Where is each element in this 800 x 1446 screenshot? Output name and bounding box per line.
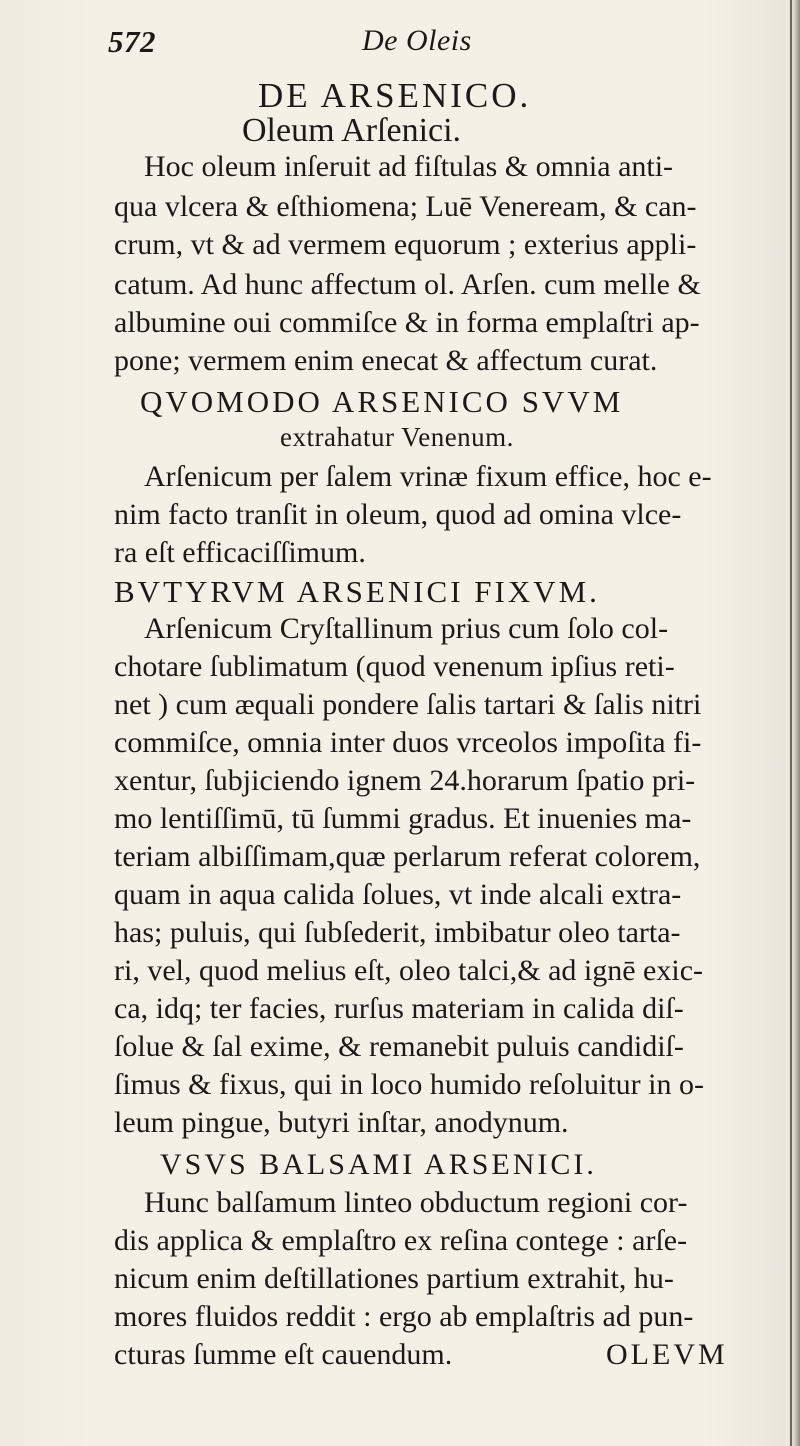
- section-heading: QVOMODO ARSENICO SVVM: [140, 384, 624, 419]
- text-line: teriam albiſſimam,quæ perlarum referat colorem,: [114, 840, 701, 873]
- text-line: crum, vt & ad vermem equorum ; exterius appli-: [114, 228, 697, 261]
- text-line: xentur, ſubjiciendo ignem 24.horarum ſpatio pri-: [114, 764, 696, 797]
- section-subheading: extrahatur Venenum.: [280, 422, 514, 452]
- text-line: cturas ſumme eſt cauendum.: [114, 1338, 453, 1371]
- text-line: pone; vermem enim enecat & affectum curat.: [114, 344, 658, 377]
- text-line: net ) cum æquali pondere ſalis tartari & ſalis nitri: [114, 688, 702, 721]
- text-line: catum. Ad hunc affectum ol. Arſen. cum melle &: [114, 268, 701, 301]
- section-heading: BVTYRVM ARSENICI FIXVM.: [114, 574, 600, 609]
- running-head: De Oleis: [362, 24, 472, 57]
- text-line: Arſenicum per ſalem vrinæ fixum effice, hoc e-: [144, 460, 712, 493]
- text-line: ra eſt efficaciſſimum.: [114, 536, 366, 569]
- text-line: Arſenicum Cryſtallinum prius cum ſolo col-: [144, 612, 669, 645]
- text-line: albumine oui commiſce & in forma emplaſtri ap-: [114, 306, 700, 339]
- text-line: ſimus & fixus, qui in loco humido reſoluitur in o-: [114, 1068, 704, 1101]
- text-line: leum pingue, butyri inſtar, anodynum.: [114, 1106, 569, 1139]
- page-gutter: [786, 0, 800, 1446]
- text-line: chotare ſublimatum (quod venenum ipſius reti-: [114, 650, 675, 683]
- subtitle: Oleum Arſenici.: [242, 112, 462, 149]
- text-line: nim facto tranſit in oleum, quod ad omina vlce-: [114, 498, 682, 531]
- page-edge-line: [790, 0, 792, 1446]
- page-title: DE ARSENICO.: [258, 76, 532, 115]
- text-line: mo lentiſſimū, tū ſummi gradus. Et inuenies ma-: [114, 802, 692, 835]
- text-line: quam in aqua calida ſolues, vt inde alcali extra-: [114, 878, 682, 911]
- text-line: mores fluidos reddit : ergo ab emplaſtris ad pun-: [114, 1300, 694, 1333]
- page-header: [96, 18, 516, 64]
- page-number: 572: [108, 24, 156, 59]
- text-line: qua vlcera & eſthiomena; Luē Veneream, & can-: [114, 190, 697, 223]
- text-line: Hoc oleum inſeruit ad fiſtulas & omnia anti-: [144, 150, 674, 183]
- text-line: commiſce, omnia inter duos vrceolos impoſita fi-: [114, 726, 702, 759]
- text-line: ca, idq; ter facies, rurſus materiam in calida diſ-: [114, 992, 684, 1025]
- text-line: Hunc balſamum linteo obductum regioni cor-: [144, 1186, 688, 1219]
- text-line: has; puluis, qui ſubſederit, imbibatur oleo tarta-: [114, 916, 681, 949]
- text-line: dis applica & emplaſtro ex reſina contege : arſe-: [114, 1224, 688, 1257]
- catchword: OLEVM: [606, 1338, 728, 1371]
- text-line: ſolue & ſal exime, & remanebit puluis candidiſ-: [114, 1030, 684, 1063]
- text-line: nicum enim deſtillationes partium extrahit, hu-: [114, 1262, 674, 1295]
- section-heading: VSVS BALSAMI ARSENICI.: [160, 1148, 597, 1181]
- text-line: ri, vel, quod melius eſt, oleo talci,& ad ignē exic-: [114, 954, 703, 987]
